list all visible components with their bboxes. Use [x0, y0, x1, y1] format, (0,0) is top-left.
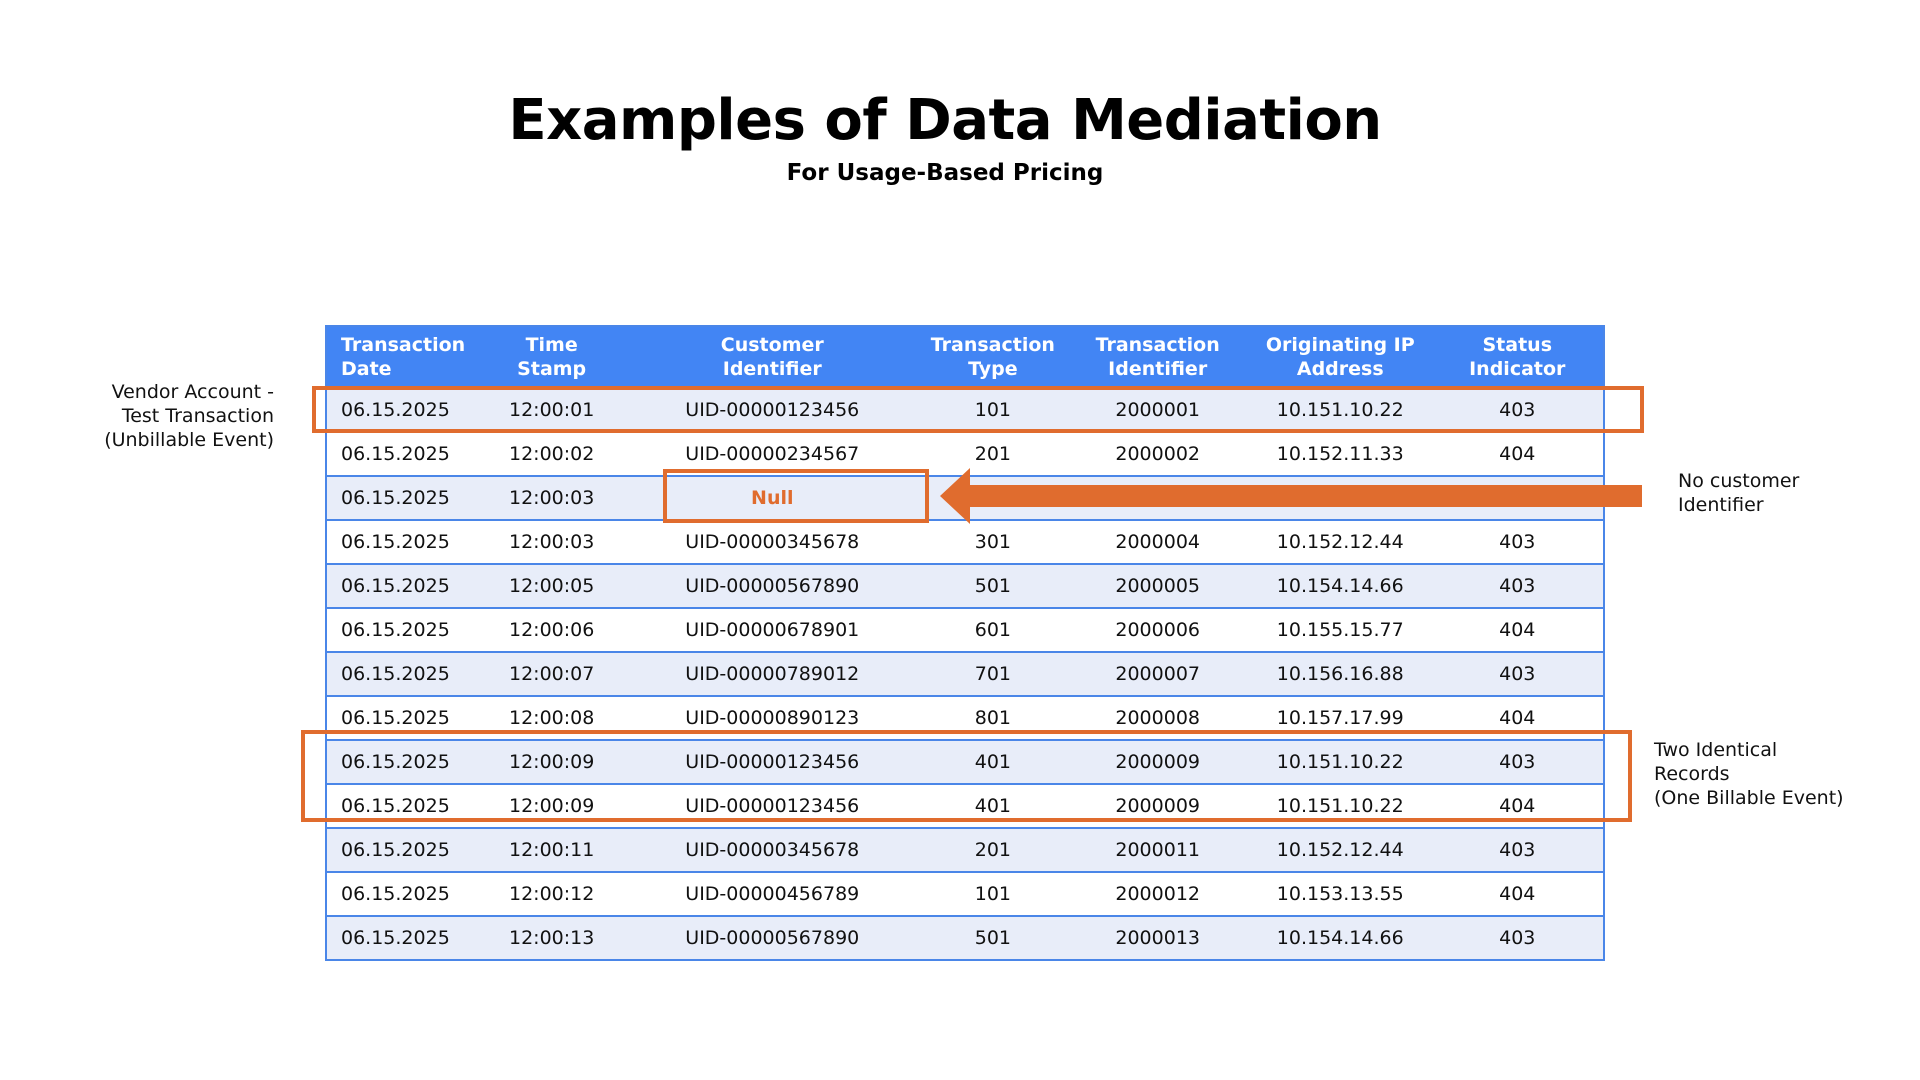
- table-row: [326, 828, 1604, 872]
- header-originating-ip: Originating IP Address: [1249, 326, 1432, 388]
- status-cell: 404: [1432, 432, 1604, 476]
- header-transaction-identifier: Transaction Identifier: [1066, 326, 1249, 388]
- ip-cell: 10.157.17.99: [1249, 696, 1432, 740]
- transaction-id-cell: 2000006: [1066, 608, 1249, 652]
- date-cell: 06.15.2025: [326, 828, 478, 872]
- time-cell: 12:00:06: [478, 608, 625, 652]
- vendor-account-note: Vendor Account - Test Transaction (Unbillable Event): [104, 381, 274, 451]
- customer-id-cell: Null: [625, 476, 919, 520]
- date-cell: 06.15.2025: [326, 476, 478, 520]
- left-arrow-icon: [940, 468, 1642, 524]
- two-identical-note: Two Identical Records (One Billable Event): [1654, 739, 1844, 809]
- customer-id-cell: UID-00000123456: [625, 740, 919, 784]
- status-cell: 404: [1432, 696, 1604, 740]
- ip-cell: 10.156.16.88: [1249, 652, 1432, 696]
- no-customer-note: No customer Identifier: [1678, 470, 1800, 516]
- page-title: Examples of Data Mediation: [508, 88, 1382, 153]
- customer-id-cell: UID-00000567890: [625, 564, 919, 608]
- status-cell: 403: [1432, 740, 1604, 784]
- date-cell: 06.15.2025: [326, 740, 478, 784]
- time-cell: 12:00:08: [478, 696, 625, 740]
- type-cell: 301: [919, 520, 1066, 564]
- customer-id-cell: UID-00000345678: [625, 520, 919, 564]
- type-cell: 501: [919, 916, 1066, 960]
- header-status-indicator: Status Indicator: [1432, 326, 1604, 388]
- status-cell: 403: [1432, 652, 1604, 696]
- transaction-id-cell: 2000012: [1066, 872, 1249, 916]
- header-time-stamp: Time Stamp: [478, 326, 625, 388]
- arrow-shape: [940, 468, 1642, 524]
- date-cell: 06.15.2025: [326, 432, 478, 476]
- customer-id-cell: UID-00000567890: [625, 916, 919, 960]
- vendor-account-highlight: [312, 386, 1644, 433]
- status-cell: 404: [1432, 608, 1604, 652]
- duplicate-records-highlight: [301, 730, 1632, 822]
- ip-cell: 10.151.10.22: [1249, 388, 1432, 432]
- header-transaction-type: Transaction Type: [919, 326, 1066, 388]
- status-cell: 403: [1432, 520, 1604, 564]
- date-cell: 06.15.2025: [326, 784, 478, 828]
- type-cell: 101: [919, 872, 1066, 916]
- time-cell: 12:00:09: [478, 740, 625, 784]
- header-transaction-date: Transaction Date: [326, 326, 478, 388]
- customer-id-cell: UID-00000123456: [625, 388, 919, 432]
- customer-id-cell: UID-00000345678: [625, 828, 919, 872]
- transaction-id-cell: 2000002: [1066, 432, 1249, 476]
- customer-id-cell: UID-00000890123: [625, 696, 919, 740]
- status-cell: 403: [1432, 916, 1604, 960]
- type-cell: 101: [919, 388, 1066, 432]
- ip-cell: 10.154.14.66: [1249, 564, 1432, 608]
- table-row: [326, 520, 1604, 564]
- type-cell: 501: [919, 564, 1066, 608]
- date-cell: 06.15.2025: [326, 520, 478, 564]
- status-cell: 403: [1432, 828, 1604, 872]
- type-cell: 401: [919, 740, 1066, 784]
- ip-cell: 10.151.10.22: [1249, 784, 1432, 828]
- page-subtitle: For Usage-Based Pricing: [786, 160, 1104, 186]
- status-cell: 404: [1432, 872, 1604, 916]
- null-highlight: [663, 469, 929, 523]
- type-cell: 201: [919, 828, 1066, 872]
- table-header-row: [326, 326, 1604, 388]
- transaction-id-cell: 2000009: [1066, 740, 1249, 784]
- transaction-id-cell: 2000005: [1066, 564, 1249, 608]
- transaction-id-cell: 2000008: [1066, 696, 1249, 740]
- ip-cell: 10.152.12.44: [1249, 520, 1432, 564]
- ip-cell: 10.152.12.44: [1249, 828, 1432, 872]
- type-cell: 401: [919, 784, 1066, 828]
- customer-id-cell: UID-00000234567: [625, 432, 919, 476]
- date-cell: 06.15.2025: [326, 608, 478, 652]
- date-cell: 06.15.2025: [326, 652, 478, 696]
- date-cell: 06.15.2025: [326, 916, 478, 960]
- transaction-id-cell: 2000013: [1066, 916, 1249, 960]
- time-cell: 12:00:11: [478, 828, 625, 872]
- time-cell: 12:00:07: [478, 652, 625, 696]
- status-cell: 403: [1432, 564, 1604, 608]
- time-cell: 12:00:05: [478, 564, 625, 608]
- transaction-id-cell: 2000009: [1066, 784, 1249, 828]
- time-cell: 12:00:03: [478, 476, 625, 520]
- customer-id-cell: UID-00000123456: [625, 784, 919, 828]
- customer-id-cell: UID-00000678901: [625, 608, 919, 652]
- time-cell: 12:00:13: [478, 916, 625, 960]
- table-row: [326, 652, 1604, 696]
- ip-cell: 10.154.14.66: [1249, 916, 1432, 960]
- date-cell: 06.15.2025: [326, 388, 478, 432]
- date-cell: 06.15.2025: [326, 696, 478, 740]
- transaction-id-cell: 2000004: [1066, 520, 1249, 564]
- status-cell: 404: [1432, 784, 1604, 828]
- table-row: [326, 872, 1604, 916]
- transaction-id-cell: 2000001: [1066, 388, 1249, 432]
- time-cell: 12:00:03: [478, 520, 625, 564]
- ip-cell: 10.151.10.22: [1249, 740, 1432, 784]
- ip-cell: 10.155.15.77: [1249, 608, 1432, 652]
- time-cell: 12:00:09: [478, 784, 625, 828]
- time-cell: 12:00:01: [478, 388, 625, 432]
- type-cell: 701: [919, 652, 1066, 696]
- header-customer-identifier: Customer Identifier: [625, 326, 919, 388]
- ip-cell: 10.153.13.55: [1249, 872, 1432, 916]
- date-cell: 06.15.2025: [326, 564, 478, 608]
- table-row: [326, 916, 1604, 960]
- date-cell: 06.15.2025: [326, 872, 478, 916]
- type-cell: 201: [919, 432, 1066, 476]
- status-cell: 403: [1432, 388, 1604, 432]
- table-row: [326, 564, 1604, 608]
- table-row: [326, 608, 1604, 652]
- type-cell: 601: [919, 608, 1066, 652]
- transaction-id-cell: 2000007: [1066, 652, 1249, 696]
- time-cell: 12:00:02: [478, 432, 625, 476]
- ip-cell: 10.152.11.33: [1249, 432, 1432, 476]
- type-cell: 801: [919, 696, 1066, 740]
- customer-id-cell: UID-00000456789: [625, 872, 919, 916]
- customer-id-cell: UID-00000789012: [625, 652, 919, 696]
- time-cell: 12:00:12: [478, 872, 625, 916]
- transaction-id-cell: 2000011: [1066, 828, 1249, 872]
